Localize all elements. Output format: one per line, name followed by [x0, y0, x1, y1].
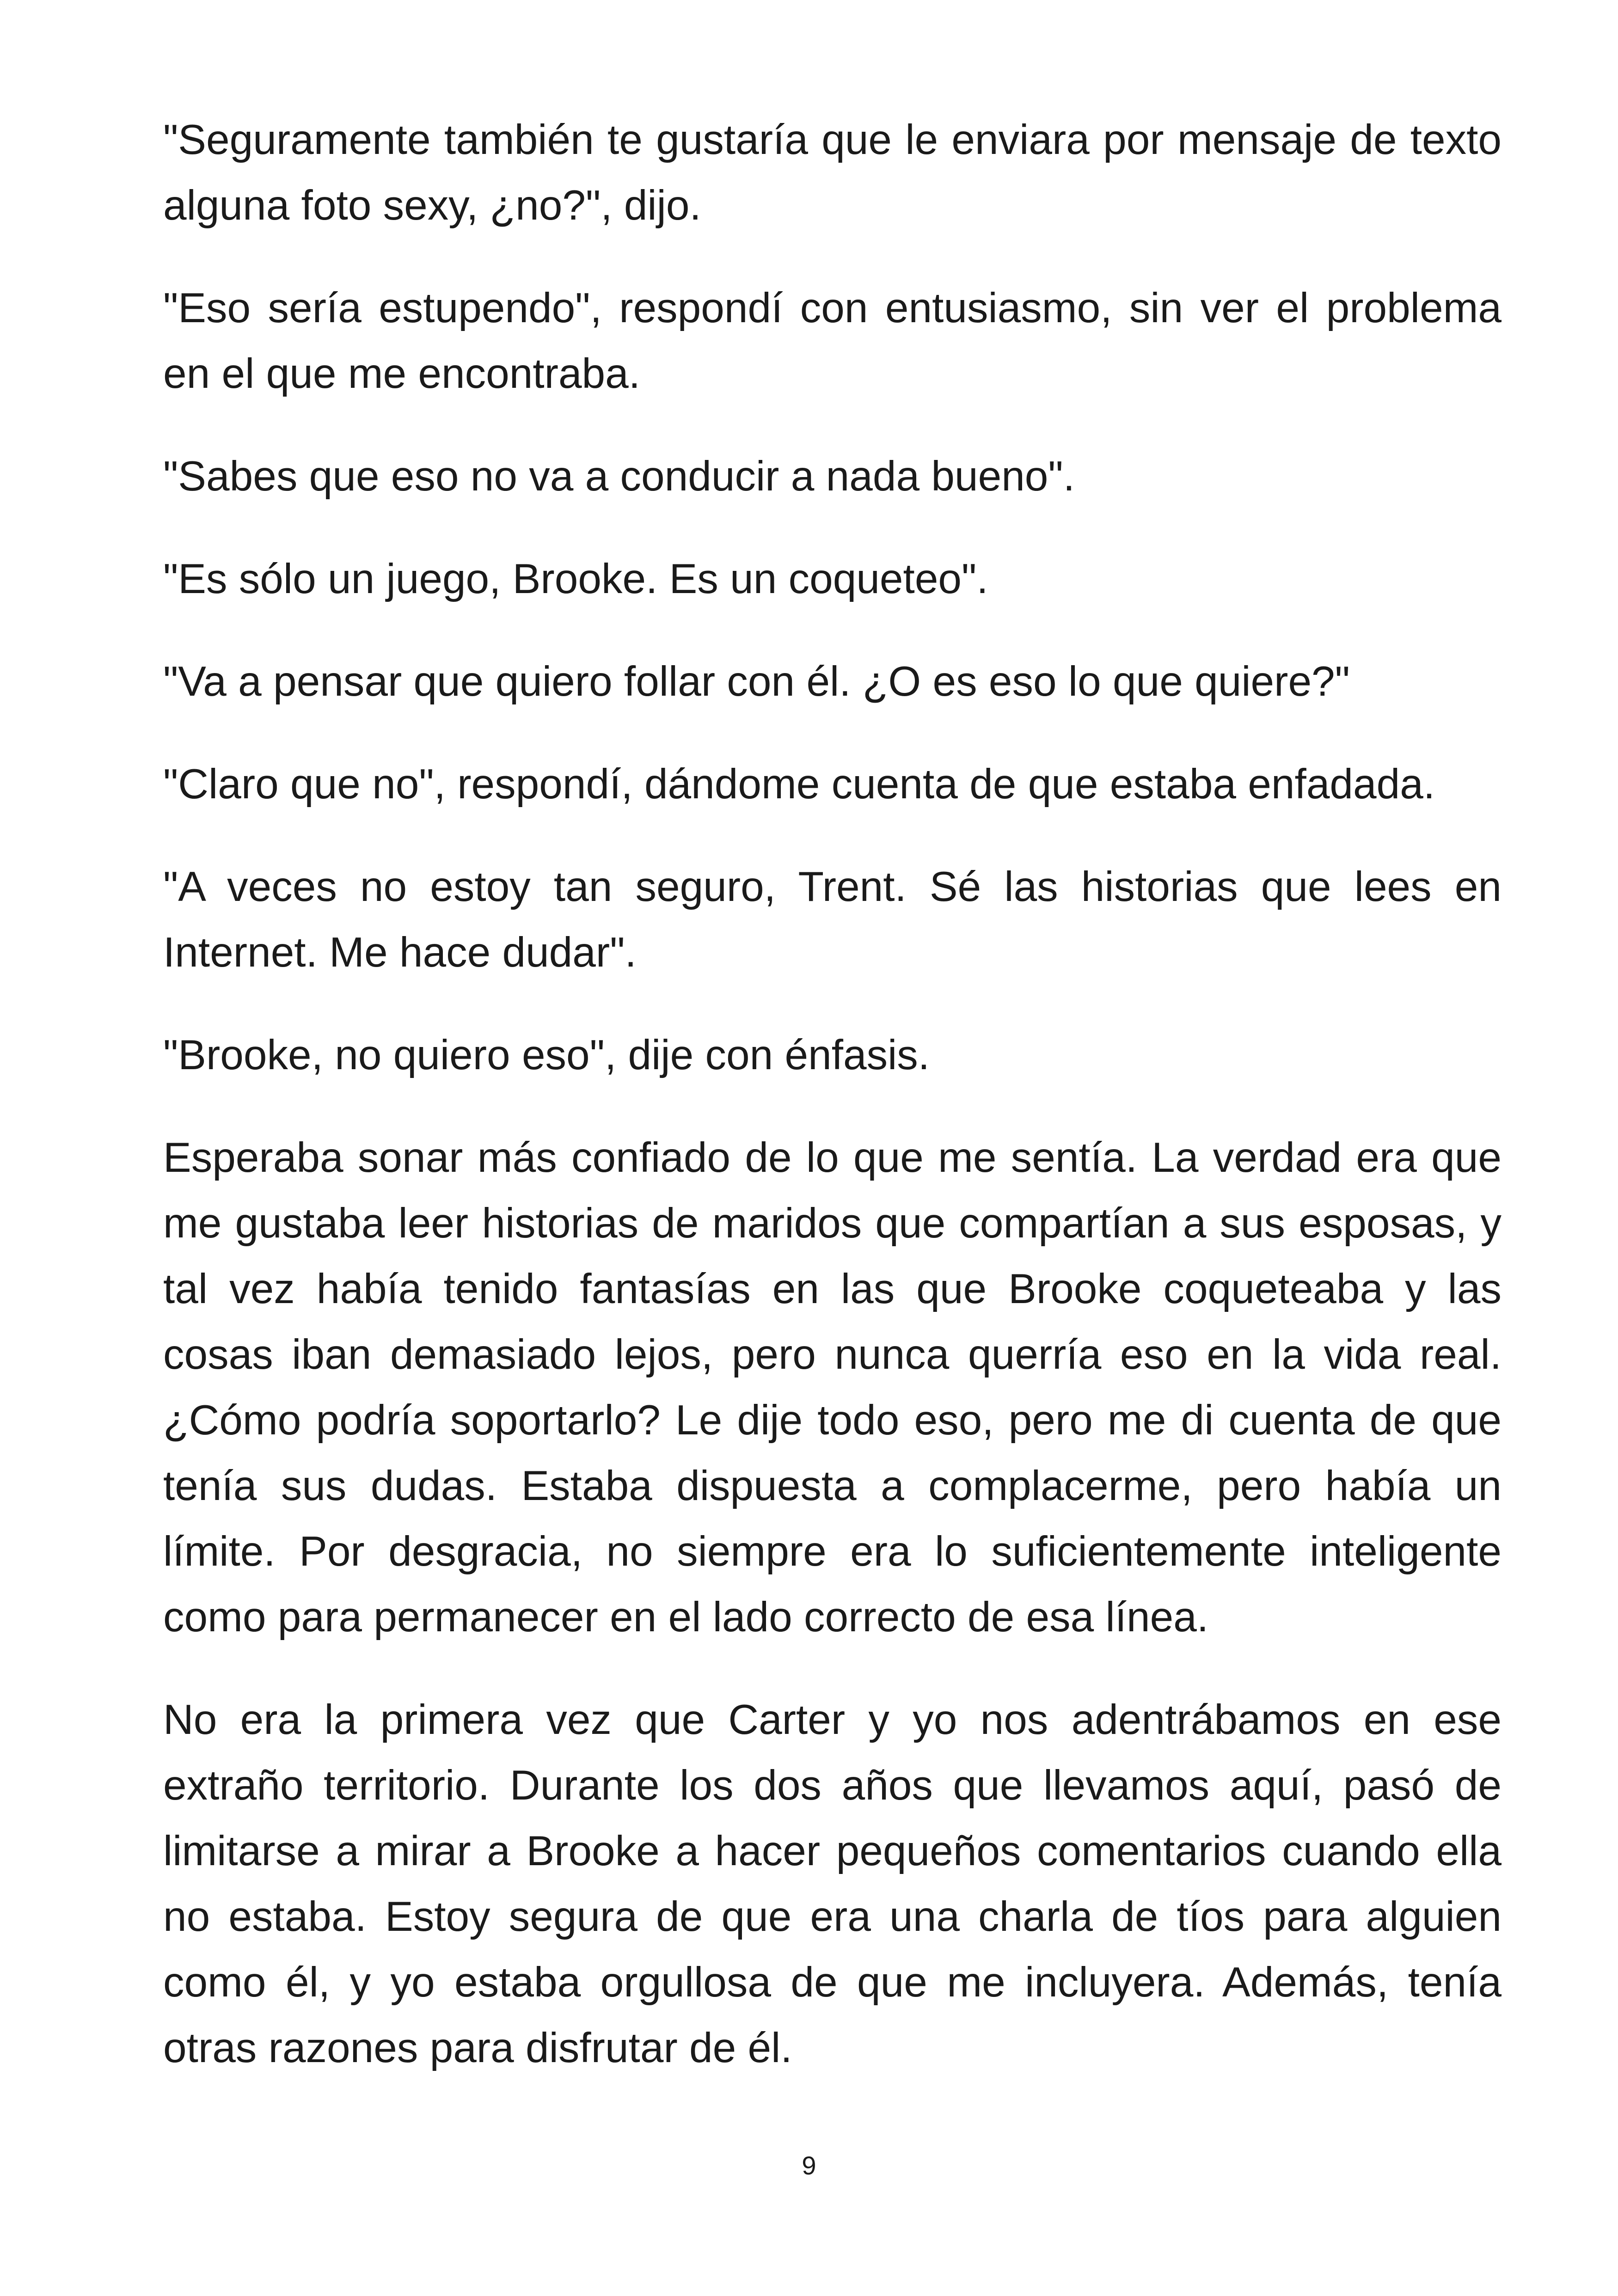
- paragraph: "Sabes que eso no va a conducir a nada bueno".: [163, 453, 1075, 500]
- paragraph: No era la primera vez que Carter y yo nos adentrábamos en ese extraño territorio. Durante los dos años que llevamos aquí, pasó de limitarse a mirar a Brooke a hacer pequeños comentarios cuando ella no estaba. Estoy segura de que era una charla de tíos para alguien como él, y yo estaba orgullosa de que me incluyera. Además, tenía otras razones para disfrutar de él.: [163, 1696, 1502, 2071]
- paragraph: "Seguramente también te gustaría que le enviara por mensaje de texto alguna foto sexy, ¿no?", dijo.: [163, 116, 1502, 229]
- paragraph: "Va a pensar que quiero follar con él. ¿O es eso lo que quiere?": [163, 658, 1350, 705]
- paragraph: "Brooke, no quiero eso", dije con énfasis.: [163, 1032, 930, 1078]
- paragraph: Esperaba sonar más confiado de lo que me sentía. La verdad era que me gustaba leer historias de maridos que compartían a sus esposas, y tal vez había tenido fantasías en las que Brooke coqueteaba y las cosas iban demasiado lejos, pero nunca querría eso en la vida real. ¿Cómo podría soportarlo? Le dije todo eso, pero me di cuenta de que tenía sus dudas. Estaba dispuesta a complacerme, pero había un límite. Por desgracia, no siempre era lo suficientemente inteligente como para permanecer en el lado correcto de esa línea.: [163, 1134, 1502, 1641]
- paragraph: "Eso sería estupendo", respondí con entusiasmo, sin ver el problema en el que me encontraba.: [163, 285, 1502, 397]
- paragraph: "Claro que no", respondí, dándome cuenta de que estaba enfadada.: [163, 761, 1435, 808]
- paragraph: "A veces no estoy tan seguro, Trent. Sé las historias que lees en Internet. Me hace dudar".: [163, 863, 1502, 976]
- body-text: [163, 107, 1502, 2118]
- paragraph: "Es sólo un juego, Brooke. Es un coqueteo".: [163, 556, 988, 602]
- page-number: 9: [802, 2151, 816, 2180]
